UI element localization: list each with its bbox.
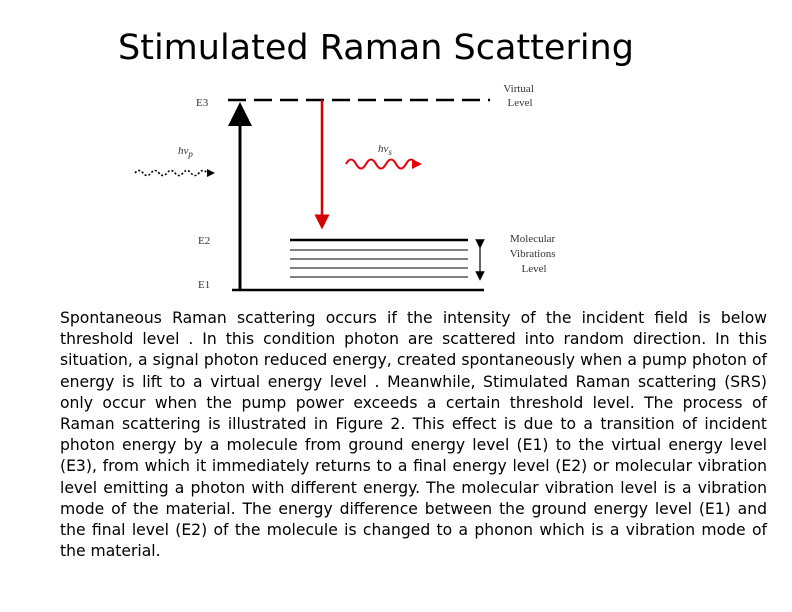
e3-label: E3 bbox=[196, 97, 209, 109]
signal-photon-label: $hv_s$ bbox=[378, 143, 392, 157]
raman-energy-diagram bbox=[120, 78, 580, 300]
signal-photon-arrowhead bbox=[412, 159, 422, 169]
pump-photon-label: $hv_p$ bbox=[178, 145, 193, 159]
molecular-vibrations-label: Molecular Vibrations Level bbox=[509, 233, 556, 275]
virtual-level-label: Virtual Level bbox=[503, 83, 534, 109]
body-paragraph: Spontaneous Raman scattering occurs if the intensity of the incident field is below threshold level . In this condition photon are scattered into random direction. In this situation, a signal photon reduced energy, created spontaneously when a pump photon of energy is lift to a virtual energy level . Meanwhile, Stimulated Raman scattering (SRS) only occur when the pump power exceeds a certain threshold level. The process of Raman scattering is illustrated in Figure 2. This effect is due to a transition of incident photon energy by a molecule from ground energy level (E1) to the virtual energy level (E3), from which it immediately returns to a final energy level (E2) or molecular vibration level emitting a photon with different energy. The molecular vibration level is a vibration mode of the material. The energy difference between the ground energy level (E1) and the final level (E2) of the molecule is changed to a phonon which is a vibration mode of the material. bbox=[60, 309, 767, 561]
pump-photon-wave bbox=[135, 171, 207, 176]
e1-label: E1 bbox=[198, 279, 211, 291]
pump-photon-arrowhead bbox=[207, 169, 215, 177]
e2-label: E2 bbox=[198, 235, 211, 247]
slide-title: Stimulated Raman Scattering bbox=[118, 28, 634, 68]
signal-photon-wave bbox=[346, 160, 416, 169]
